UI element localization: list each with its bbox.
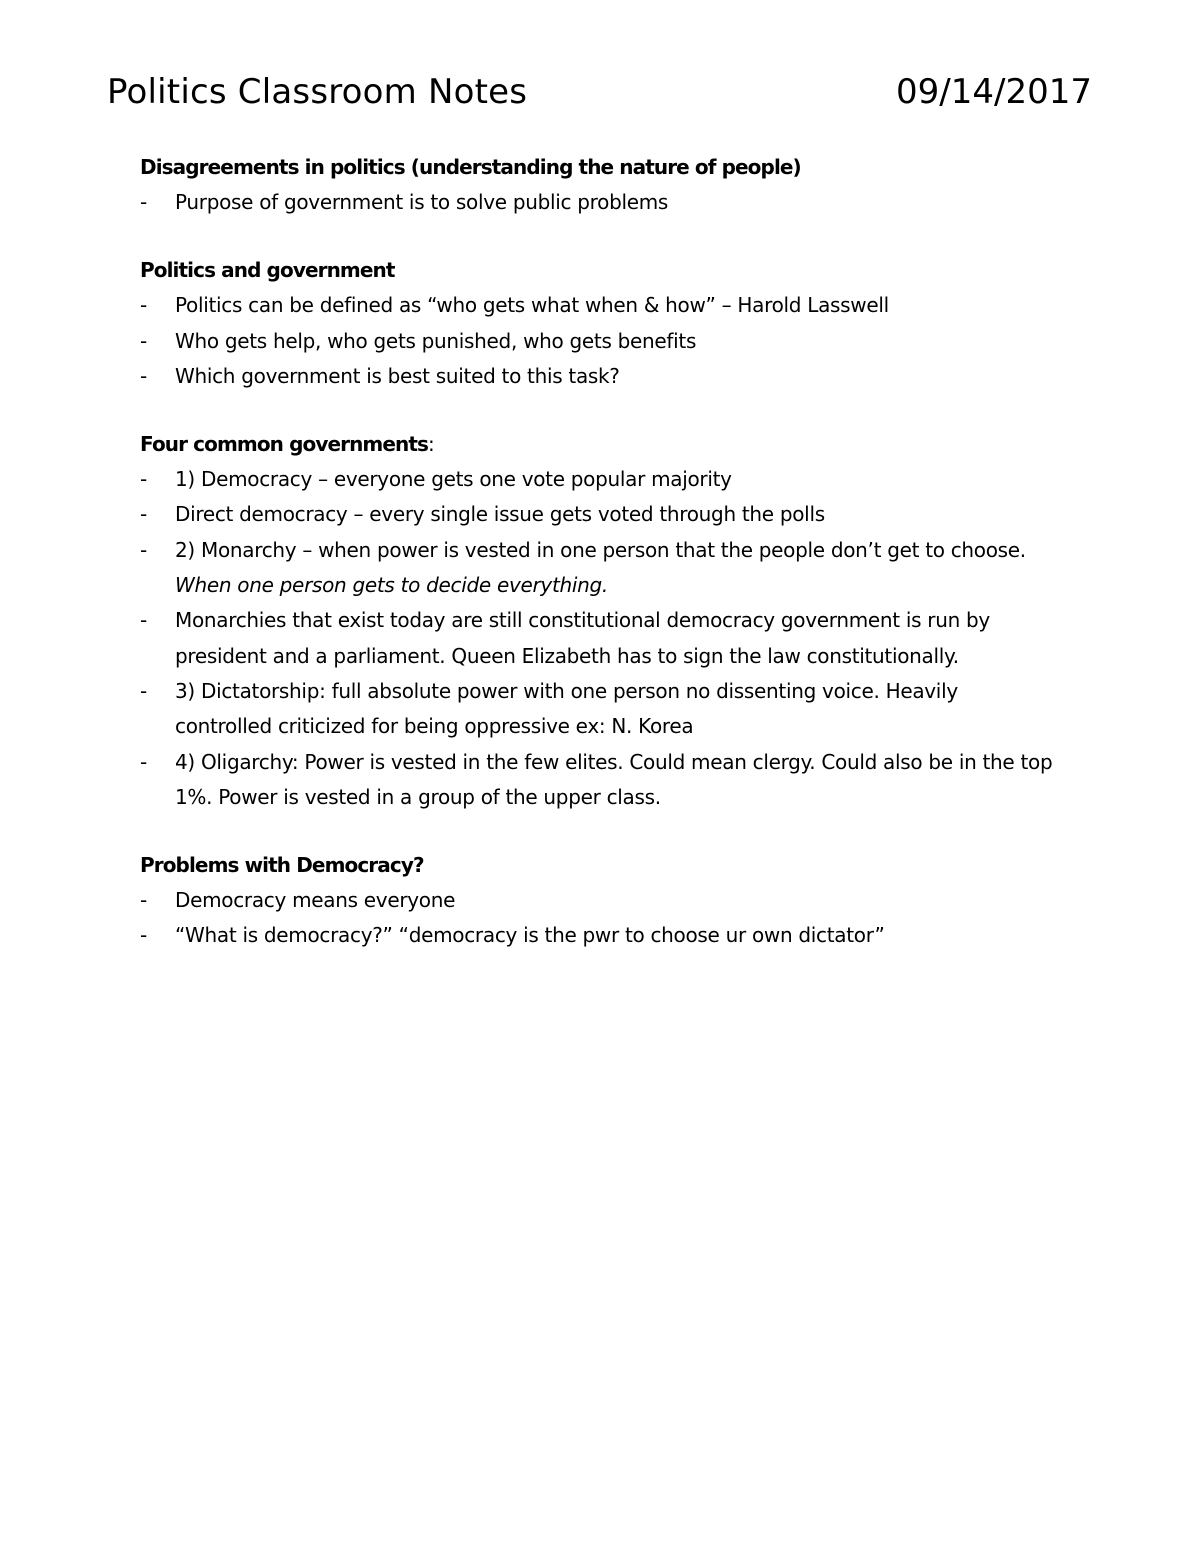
section-heading: Problems with Democracy? [140, 853, 424, 878]
section-disagreements [140, 150, 1060, 220]
section-problems-democracy [140, 848, 1060, 954]
document-title: Politics Classroom Notes [107, 72, 528, 112]
bullet-dash: - [140, 537, 147, 562]
bullet-dash: - [140, 502, 147, 527]
section-heading: Disagreements in politics (understanding the nature of people) [140, 155, 801, 179]
list-item-text: 2) Monarchy – when power is vested in one person that the people don’t get to choose. [175, 537, 1026, 562]
bullet-dash: - [140, 328, 147, 353]
list-item [140, 745, 1060, 816]
list-item [140, 674, 1060, 745]
document-date: 09/14/2017 [896, 72, 1092, 112]
bullet-dash: - [140, 608, 147, 633]
bullet-dash: - [140, 923, 147, 948]
bullet-list [140, 462, 1060, 815]
list-item-text: “What is democracy?” “democracy is the pwr to choose ur own dictator” [175, 923, 885, 948]
emphasis-text: When one person gets to decide everything. [175, 573, 608, 598]
section-heading-text: Four common governments [140, 432, 429, 457]
list-item-text: 1) Democracy – everyone gets one vote popular majority [175, 467, 732, 492]
list-item [140, 603, 1060, 674]
heading-colon: : [428, 432, 434, 457]
bullet-dash: - [140, 749, 147, 774]
bullet-dash: - [140, 293, 147, 318]
bullet-list [140, 288, 1060, 394]
section-heading [140, 427, 1060, 462]
section-politics-government [140, 253, 1060, 394]
bullet-dash: - [140, 363, 147, 388]
list-item-text: Direct democracy – every single issue gets voted through the polls [175, 502, 825, 527]
list-item-text: Who gets help, who gets punished, who gets benefits [175, 328, 697, 353]
section-heading: Politics and government [140, 258, 395, 283]
list-item [140, 462, 1060, 497]
bullet-dash: - [140, 467, 147, 492]
list-item-text: Democracy means everyone [175, 888, 456, 913]
list-item [140, 497, 1060, 532]
bullet-dash: - [140, 678, 147, 703]
list-item-text: 4) Oligarchy: Power is vested in the few elites. Could mean clergy. Could also be in the top 1%. Power is vested in a group of the upper class. [175, 749, 1053, 809]
list-item [140, 533, 1060, 604]
list-item-text: 3) Dictatorship: full absolute power with one person no dissenting voice. Heavily controlled criticized for being oppressive ex: N. Korea [175, 678, 958, 739]
list-item-text: Monarchies that exist today are still constitutional democracy government is run by president and a parliament. Queen Elizabeth has to sign the law constitutionally. [175, 608, 990, 668]
list-item-text: Politics can be defined as “who gets what when & how” – Harold Lasswell [175, 293, 889, 318]
bullet-list [140, 883, 1060, 954]
notes-body [140, 150, 1060, 987]
list-item-text: Which government is best suited to this task? [175, 363, 620, 388]
bullet-dash: - [140, 190, 147, 214]
list-item [140, 918, 1060, 953]
list-item [140, 883, 1060, 918]
section-four-governments [140, 427, 1060, 815]
list-item [140, 288, 1060, 323]
bullet-list [140, 185, 1060, 220]
list-item [140, 324, 1060, 359]
list-item-text: Purpose of government is to solve public problems [175, 190, 669, 214]
list-item [140, 359, 1060, 394]
bullet-dash: - [140, 888, 147, 913]
list-item [140, 185, 1060, 220]
